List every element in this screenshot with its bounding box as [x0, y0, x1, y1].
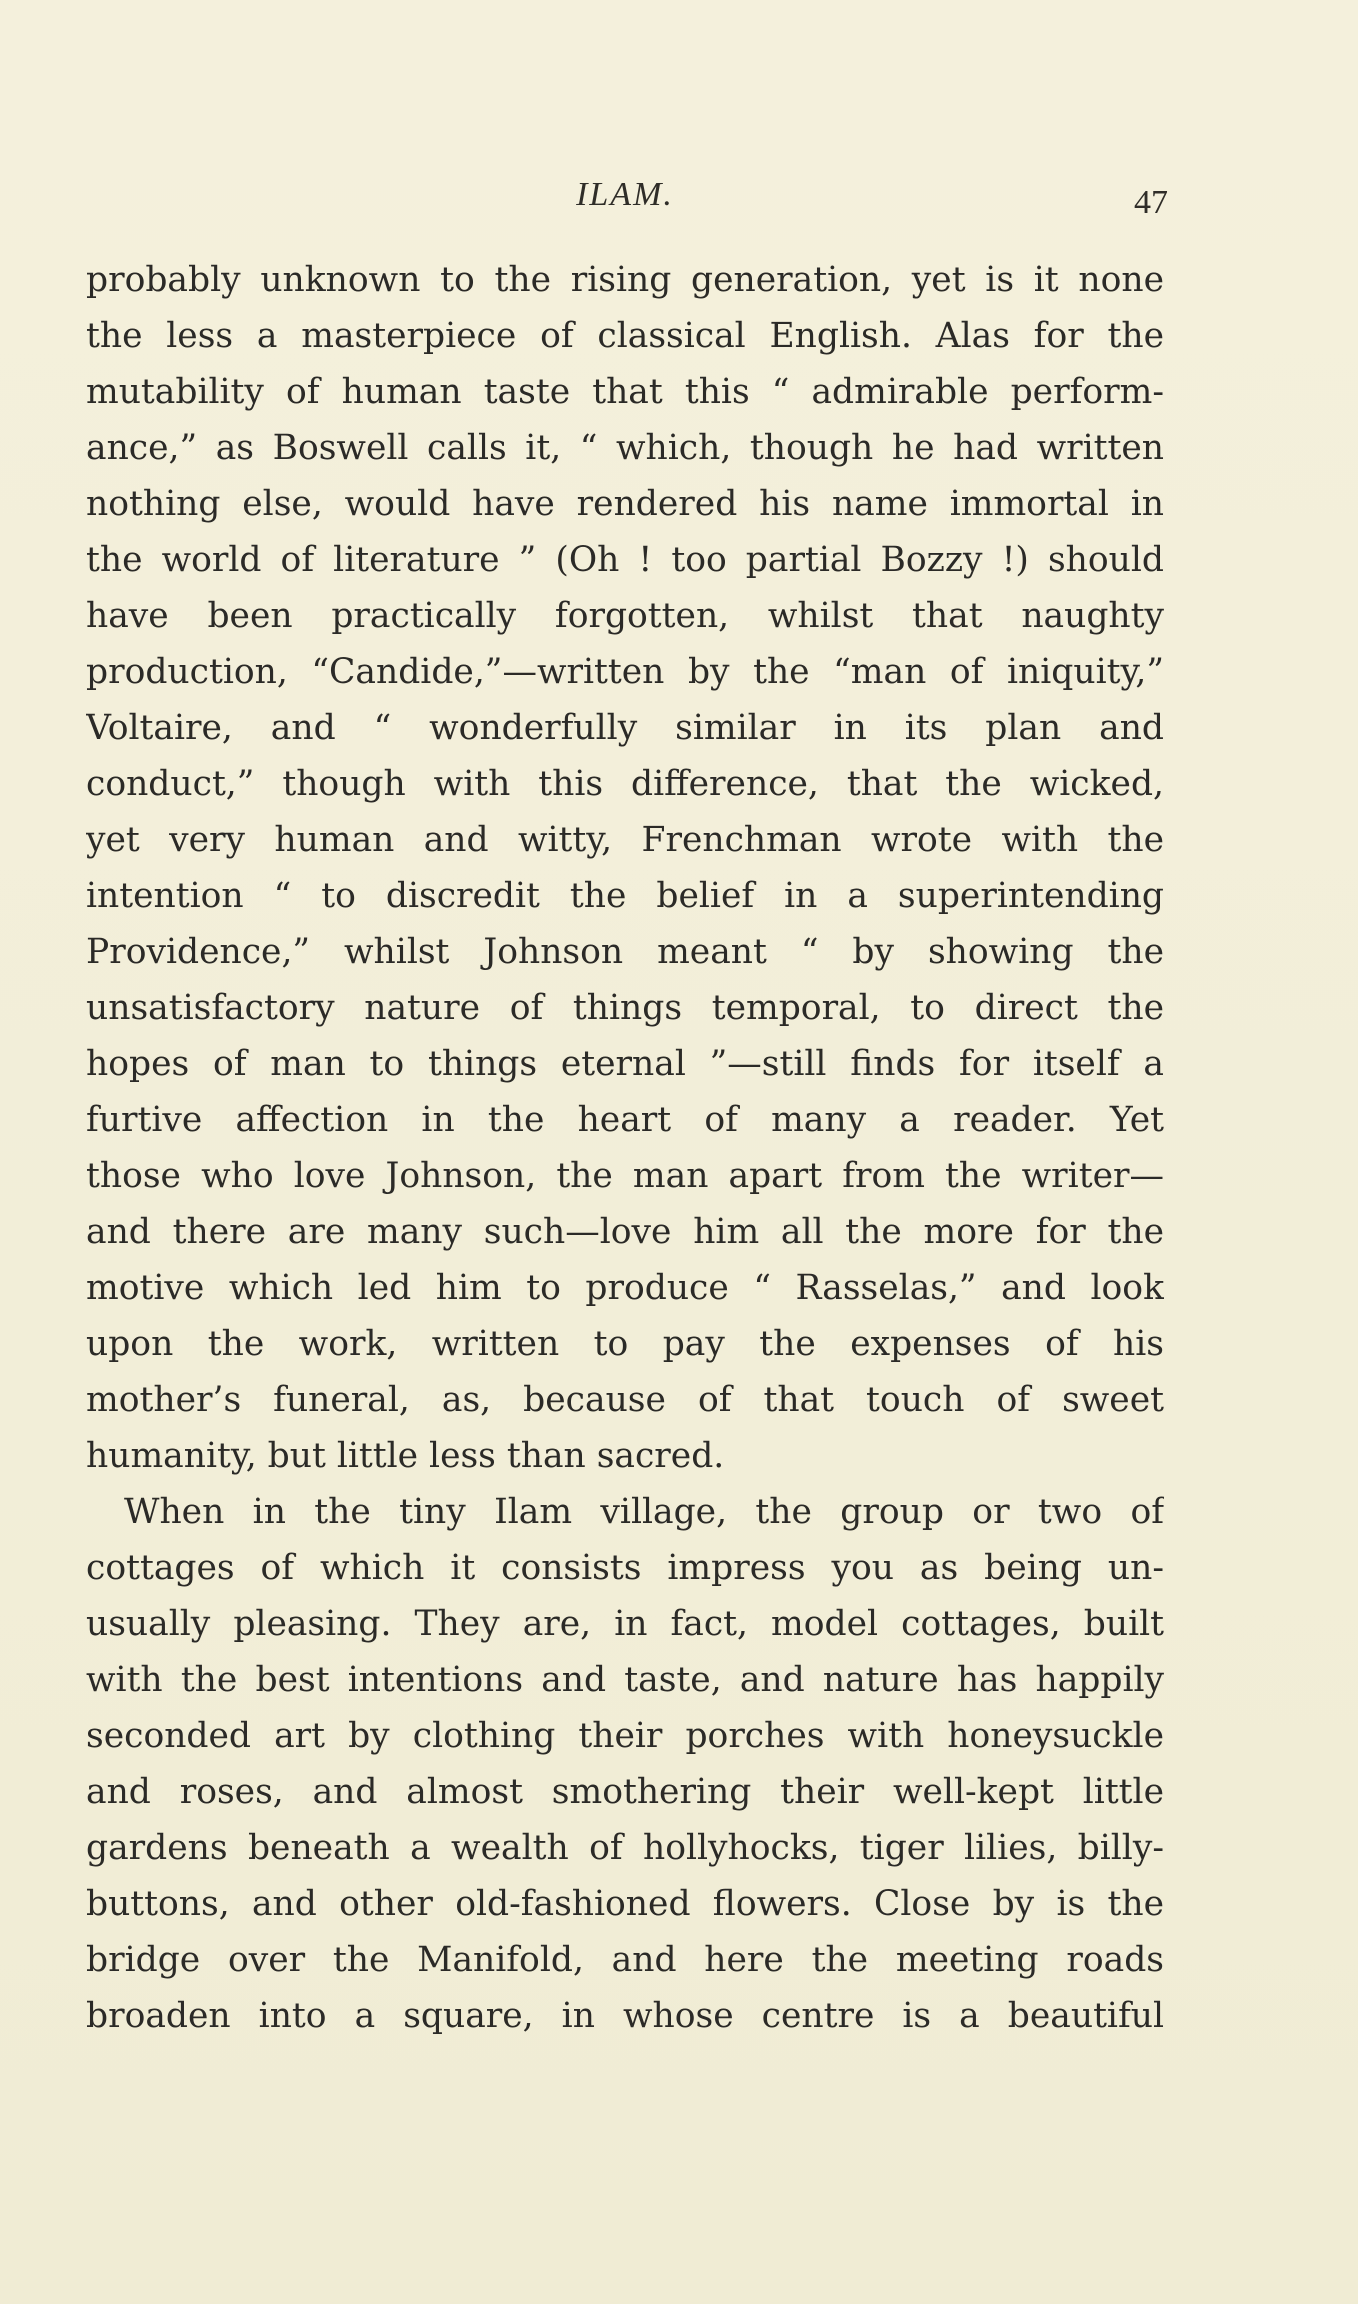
- page-number: 47: [1134, 184, 1168, 221]
- text-line: with the best intentions and taste, and nature has happily: [86, 1660, 1164, 1700]
- text-line: production, “Candide,”—written by the “man of iniquity,”: [86, 652, 1164, 692]
- running-head: [86, 176, 1168, 226]
- text-line: mutability of human taste that this “ admirable perform-: [86, 372, 1164, 412]
- text-line: unsatisfactory nature of things temporal, to direct the: [86, 988, 1164, 1028]
- text-line: yet very human and witty, Frenchman wrote with the: [86, 820, 1164, 860]
- text-line: those who love Johnson, the man apart from the writer—: [86, 1156, 1164, 1196]
- text-line: hopes of man to things eternal ”—still finds for itself a: [86, 1044, 1164, 1084]
- text-line: have been practically forgotten, whilst that naughty: [86, 596, 1164, 636]
- text-line: usually pleasing. They are, in fact, model cottages, built: [86, 1604, 1164, 1644]
- text-line: bridge over the Manifold, and here the meeting roads: [86, 1940, 1164, 1980]
- text-line: buttons, and other old-fashioned flowers. Close by is the: [86, 1884, 1164, 1924]
- text-line: motive which led him to produce “ Rasselas,” and look: [86, 1268, 1164, 1308]
- text-line: nothing else, would have rendered his name immortal in: [86, 484, 1164, 524]
- text-line: furtive affection in the heart of many a reader. Yet: [86, 1100, 1164, 1140]
- text-line: upon the work, written to pay the expenses of his: [86, 1324, 1164, 1364]
- text-line: the less a masterpiece of classical English. Alas for the: [86, 316, 1164, 356]
- text-line: and there are many such—love him all the more for the: [86, 1212, 1164, 1252]
- text-line: ance,” as Boswell calls it, “ which, though he had written: [86, 428, 1164, 468]
- text-line: Voltaire, and “ wonderfully similar in its plan and: [86, 708, 1164, 748]
- running-title: ILAM.: [576, 176, 674, 213]
- text-line: Providence,” whilst Johnson meant “ by showing the: [86, 932, 1164, 972]
- text-line: mother’s funeral, as, because of that touch of sweet: [86, 1380, 1164, 1420]
- body-text: [86, 252, 1164, 2044]
- paragraph-1: [86, 252, 1164, 1484]
- paragraph-2: [86, 1484, 1164, 2044]
- text-line: the world of literature ” (Oh ! too partial Bozzy !) should: [86, 540, 1164, 580]
- text-line: When in the tiny Ilam village, the group or two of: [124, 1492, 1164, 1532]
- text-line: probably unknown to the rising generation, yet is it none: [86, 260, 1164, 300]
- text-line: and roses, and almost smothering their well-kept little: [86, 1772, 1164, 1812]
- text-line: broaden into a square, in whose centre is a beautiful: [86, 1996, 1164, 2036]
- text-line: intention “ to discredit the belief in a superintending: [86, 876, 1164, 916]
- text-line: cottages of which it consists impress you as being un-: [86, 1548, 1164, 1588]
- text-line: conduct,” though with this difference, that the wicked,: [86, 764, 1164, 804]
- text-line: humanity, but little less than sacred.: [86, 1436, 725, 1476]
- text-line: seconded art by clothing their porches with honeysuckle: [86, 1716, 1164, 1756]
- text-line: gardens beneath a wealth of hollyhocks, tiger lilies, billy-: [86, 1828, 1164, 1868]
